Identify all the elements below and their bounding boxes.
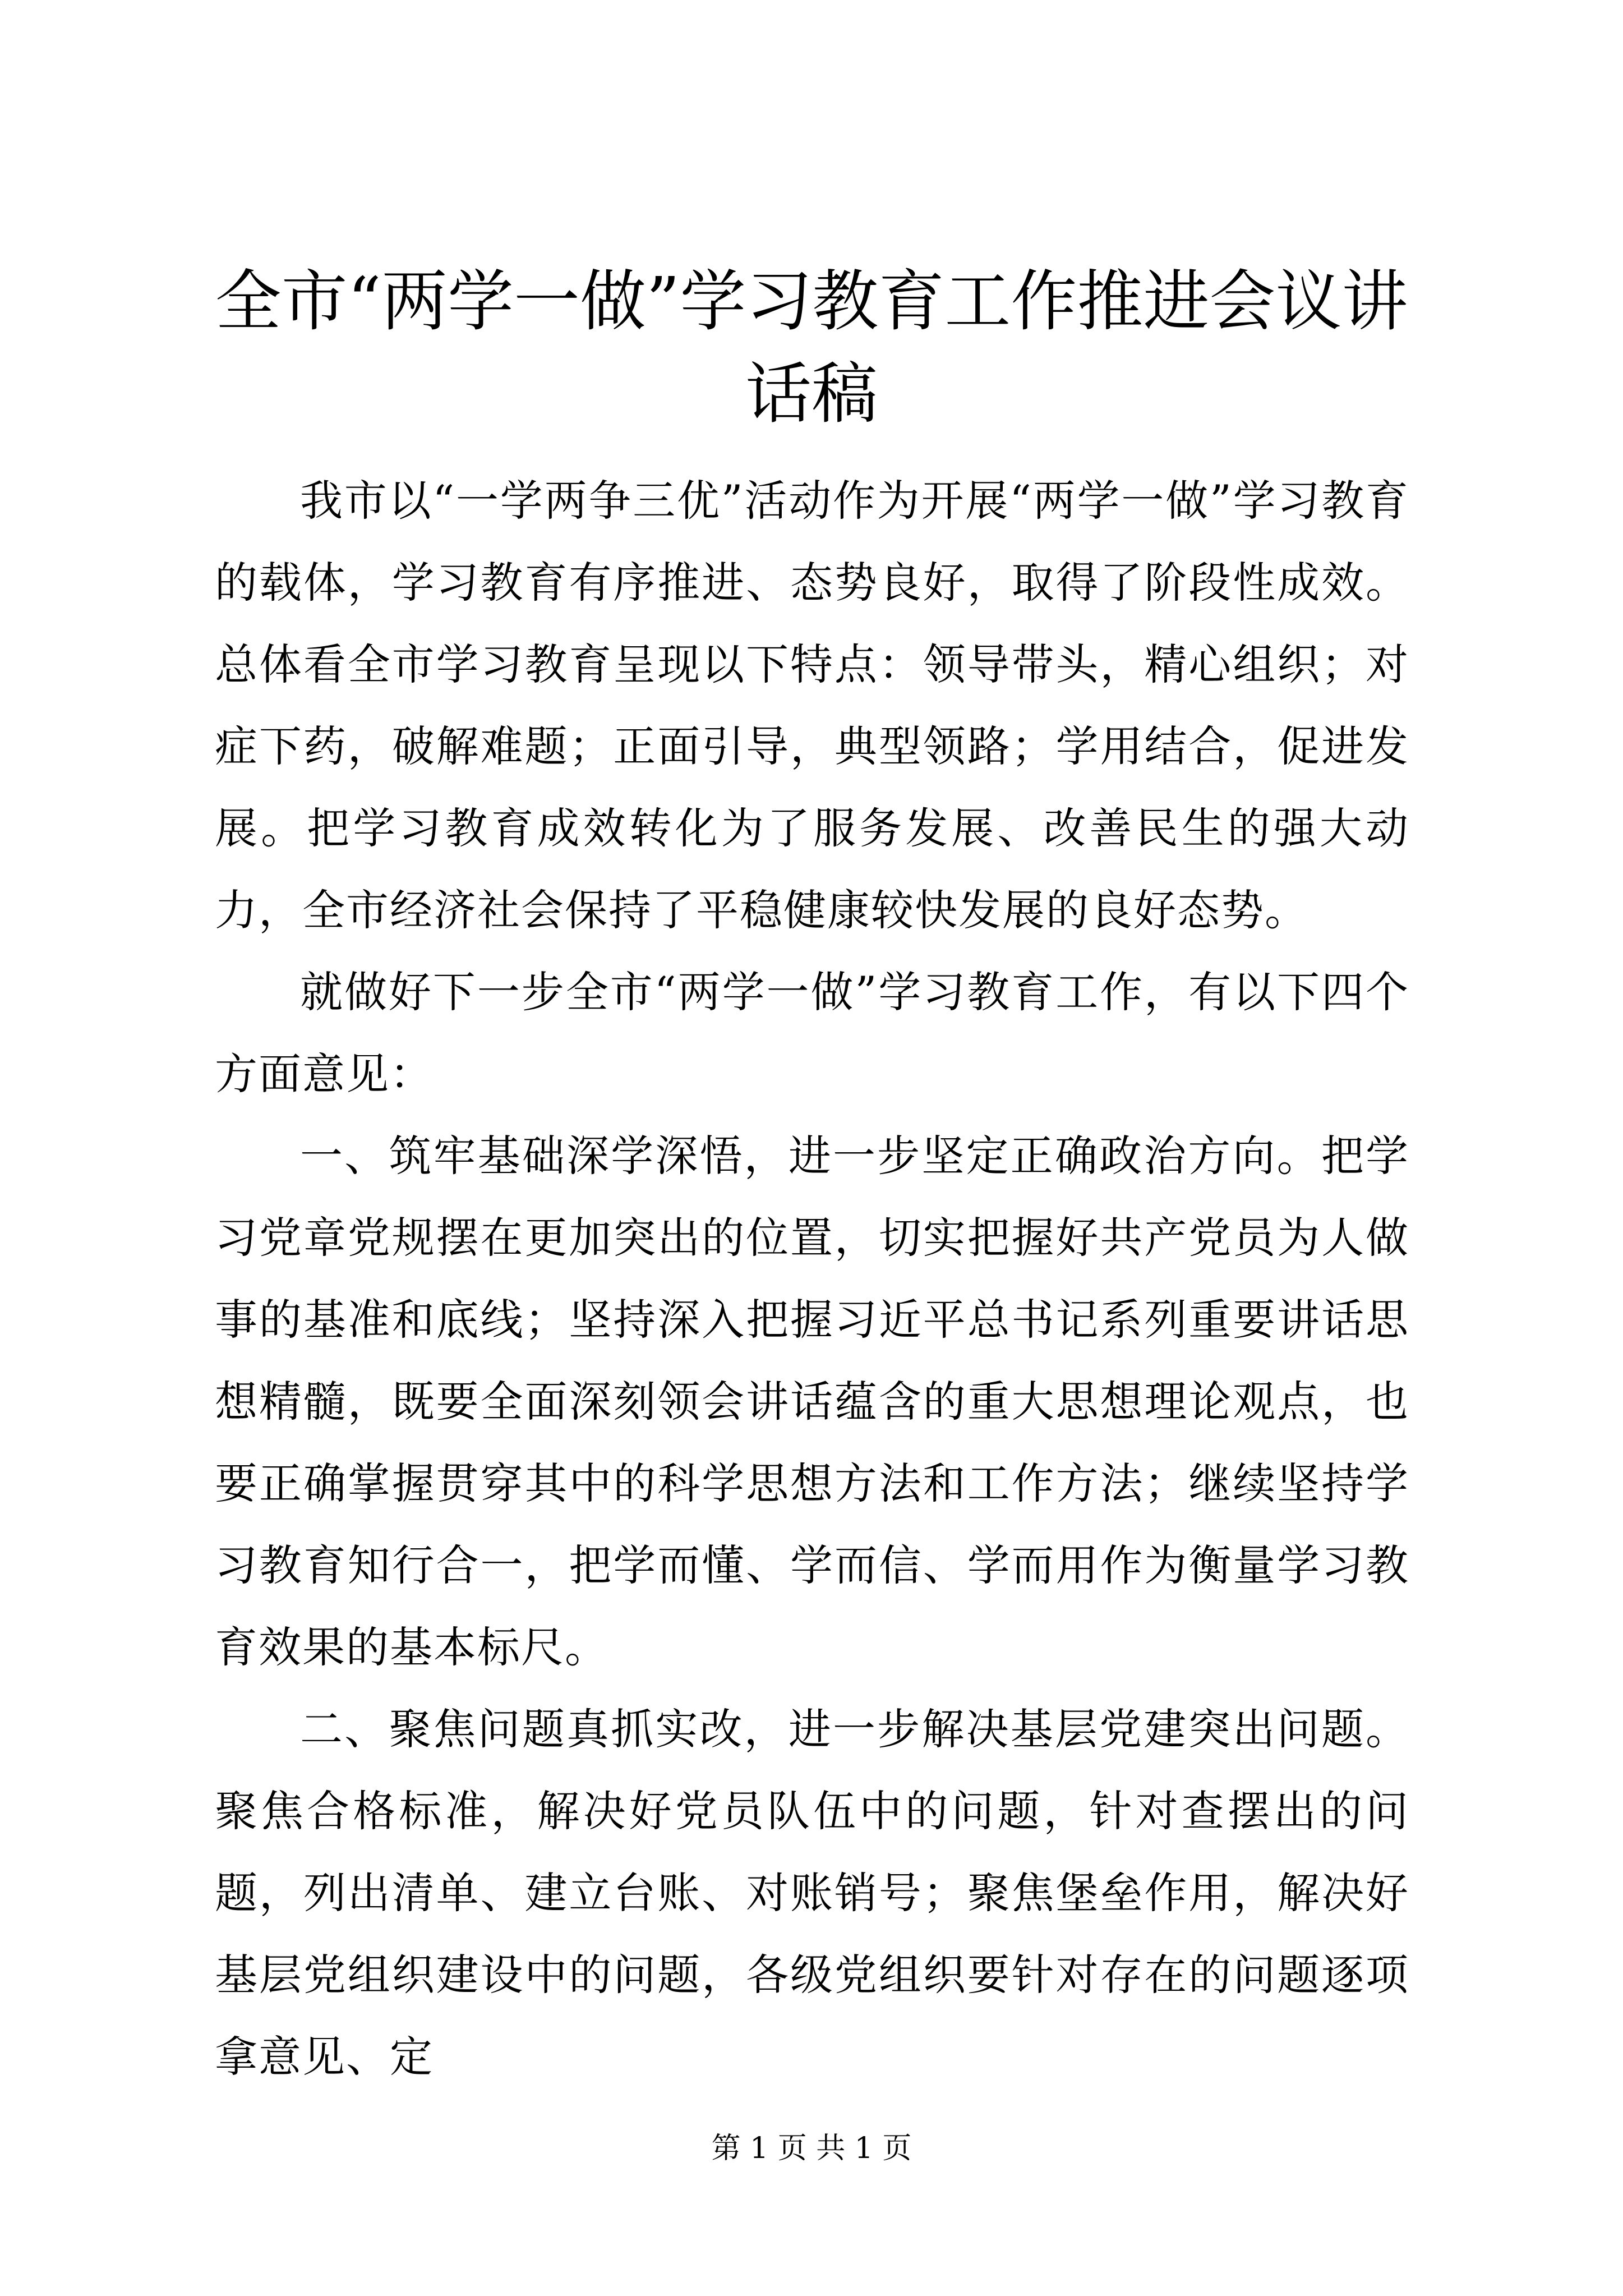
document-body: [215, 460, 1409, 2098]
paragraph: 就做好下一步全市“两学一做”学习教育工作，有以下四个方面意见：: [215, 967, 1409, 1099]
paragraph: 一、筑牢基础深学深悟，进一步坚定正确政治方向。把学习党章党规摆在更加突出的位置，切实把握好共产党员为人做事的基准和底线；坚持深入把握习近平总书记系列重要讲话思想精髓，既要全面深刻领会讲话蕴含的重大思想理论观点，也要正确掌握贯穿其中的科学思想方法和工作方法；继续坚持学习教育知行合一，把学而懂、学而信、学而用作为衡量学习教育效果的基本标尺。: [215, 1131, 1409, 1672]
page-footer: 第 1 页 共 1 页: [711, 2132, 912, 2165]
paragraph: 二、聚焦问题真抓实改，进一步解决基层党建突出问题。聚焦合格标准，解决好党员队伍中的问题，针对查摆出的问题，列出清单、建立台账、对账销号；聚焦堡垒作用，解决好基层党组织建设中的问题，各级党组织要针对存在的问题逐项拿意见、定: [215, 1704, 1409, 2082]
paragraph: 我市以“一学两争三优”活动作为开展“两学一做”学习教育的载体，学习教育有序推进、态势良好，取得了阶段性成效。总体看全市学习教育呈现以下特点：领导带头，精心组织；对症下药，破解难题；正面引导，典型领路；学用结合，促进发展。把学习教育成效转化为了服务发展、改善民生的强大动力，全市经济社会保持了平稳健康较快发展的良好态势。: [215, 476, 1409, 935]
document-title: 全市“两学一做”学习教育工作推进会议讲话稿: [215, 263, 1408, 432]
